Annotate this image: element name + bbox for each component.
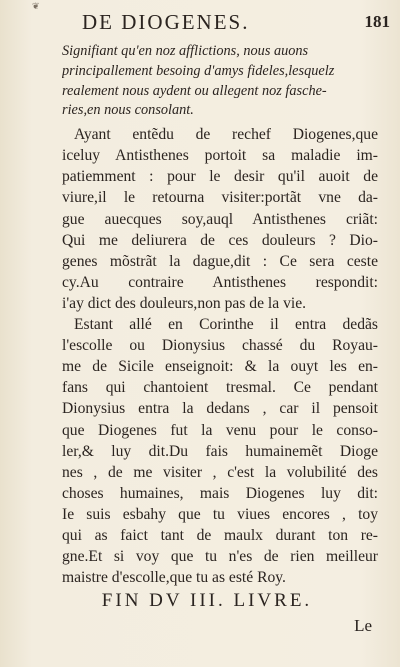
text-line: Ie suis esbahy que tu viues encores , toy bbox=[62, 505, 378, 523]
text-line: viure,il le retourna visiter:portãt vne da- bbox=[62, 189, 378, 207]
running-head bbox=[60, 10, 390, 36]
text-line: choses humaines, mais Diogenes luy dit: bbox=[62, 484, 378, 502]
text-line: Ayant entẽdu de rechef Diogenes,que bbox=[74, 126, 378, 144]
running-title: DE DIOGENES. bbox=[82, 10, 250, 34]
paragraph-antisthenes bbox=[62, 124, 378, 314]
italic-line: realement nous aydent ou allegent noz fasche- bbox=[62, 82, 327, 99]
text-line: ler,& luy dit.Du fais humainemẽt Dioge bbox=[62, 442, 378, 460]
text-line: maistre d'escolle,que tu as esté Roy. bbox=[62, 569, 286, 587]
italic-line: principallement besoing d'amys fideles,lesquelz bbox=[62, 62, 335, 79]
corner-mark: ❦ bbox=[32, 2, 40, 12]
italic-line: ries,en nous consolant. bbox=[62, 102, 194, 119]
text-line: l'escolle ou Dionysius chassé du Royau- bbox=[62, 337, 378, 355]
text-line: me de Sicile enseignoit: & la ouyt les en- bbox=[62, 358, 378, 376]
text-line: gue auecques soy,auql Antisthenes criãt: bbox=[62, 210, 378, 228]
text-line: cy.Au contraire Antisthenes respondit: bbox=[62, 273, 378, 291]
text-block bbox=[62, 42, 378, 588]
text-line: genes mõstrãt la dague,dit : Ce sera ceste bbox=[62, 252, 378, 270]
book-end-heading: FIN DV III. LIVRE. bbox=[101, 590, 313, 611]
text-line: Qui me deliurera de ces douleurs ? Dio- bbox=[62, 231, 378, 249]
italic-gloss bbox=[62, 42, 378, 121]
text-line: Estant allé en Corinthe il entra dedãs bbox=[74, 316, 378, 334]
text-line: i'ay dict des douleurs,non pas de la vie. bbox=[62, 294, 307, 312]
catchword: Le bbox=[354, 616, 372, 635]
text-line: patiemment : pour le desir qu'il auoit de bbox=[62, 168, 378, 186]
paragraph-dionysius bbox=[62, 314, 378, 588]
text-line: nes , de me visiter , c'est la volubilité des bbox=[62, 463, 378, 481]
page-number: 181 bbox=[364, 12, 390, 31]
text-line: qui as faict tant de maulx durant ton re- bbox=[62, 526, 378, 544]
text-line: que Diogenes fut la venu pour le conso- bbox=[62, 421, 378, 439]
italic-line: Signifiant qu'en noz afflictions, nous auons bbox=[62, 43, 309, 59]
text-line: Dionysius entra la dedans , car il pensoit bbox=[62, 400, 378, 418]
text-line: gne.Et si voy que tu n'es de rien meilleur bbox=[62, 548, 378, 566]
text-line: iceluy Antisthenes portoit sa maladie im- bbox=[62, 147, 378, 165]
text-line: fans qui chantoient tresmal. Ce pendant bbox=[62, 379, 378, 397]
